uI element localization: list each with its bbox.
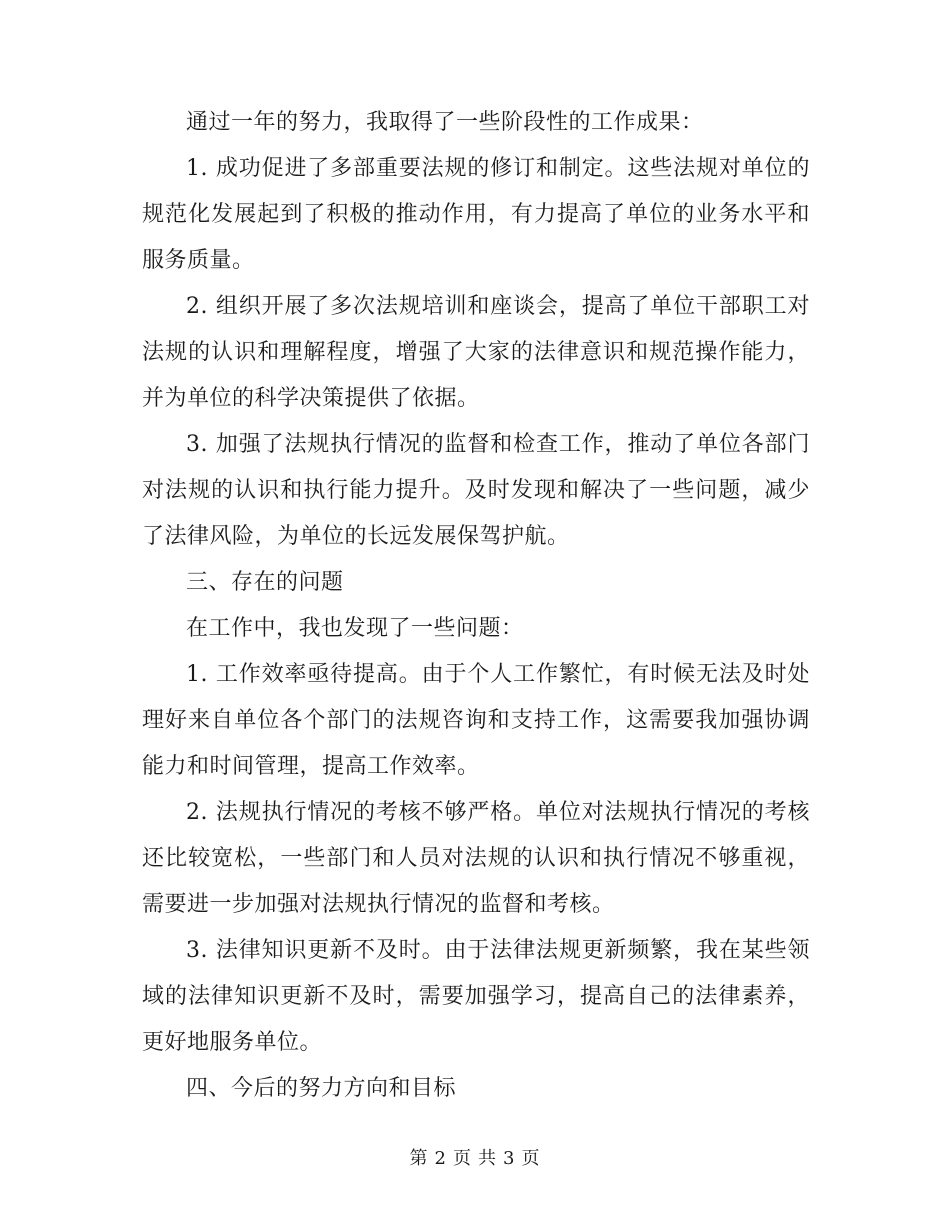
section-heading-problems: 三、存在的问题 bbox=[186, 570, 344, 595]
paragraph-problem-1: 1. 工作效率亟待提高。由于个人工作繁忙，有时候无法及时处理好来自单位各个部门的法规咨询和支持工作，这需要我加强协调能力和时间管理，提高工作效率。 bbox=[142, 662, 810, 779]
paragraph-achievement-3: 3. 加强了法规执行情况的监督和检查工作，推动了单位各部门对法规的认识和执行能力提升。及时发现和解决了一些问题，减少了法律风险，为单位的长远发展保驾护航。 bbox=[142, 432, 810, 549]
paragraph-problem-3: 3. 法律知识更新不及时。由于法律法规更新频繁，我在某些领域的法律知识更新不及时，需要加强学习，提高自己的法律素养，更好地服务单位。 bbox=[142, 938, 810, 1055]
document-body bbox=[142, 100, 810, 1112]
paragraph-problem-2: 2. 法规执行情况的考核不够严格。单位对法规执行情况的考核还比较宽松，一些部门和人员对法规的认识和执行情况不够重视，需要进一步加强对法规执行情况的监督和考核。 bbox=[142, 800, 810, 917]
footer-current-page: 2 bbox=[434, 1148, 447, 1169]
paragraph-achievements-intro: 通过一年的努力，我取得了一些阶段性的工作成果： bbox=[186, 110, 704, 135]
footer-suffix: 页 bbox=[521, 1148, 541, 1169]
footer-total-pages: 3 bbox=[503, 1148, 516, 1169]
footer-prefix: 第 bbox=[409, 1148, 429, 1169]
footer-total-word: 共 bbox=[478, 1148, 497, 1169]
section-heading-future-goals: 四、今后的努力方向和目标 bbox=[186, 1076, 457, 1101]
page-footer bbox=[0, 1146, 950, 1172]
paragraph-achievement-2: 2. 组织开展了多次法规培训和座谈会，提高了单位干部职工对法规的认识和理解程度，增强了大家的法律意识和规范操作能力，并为单位的科学决策提供了依据。 bbox=[142, 294, 810, 411]
paragraph-achievement-1: 1. 成功促进了多部重要法规的修订和制定。这些法规对单位的规范化发展起到了积极的推动作用，有力提高了单位的业务水平和服务质量。 bbox=[142, 156, 810, 273]
paragraph-problems-intro: 在工作中，我也发现了一些问题： bbox=[186, 616, 524, 641]
footer-page-word: 页 bbox=[453, 1148, 472, 1169]
